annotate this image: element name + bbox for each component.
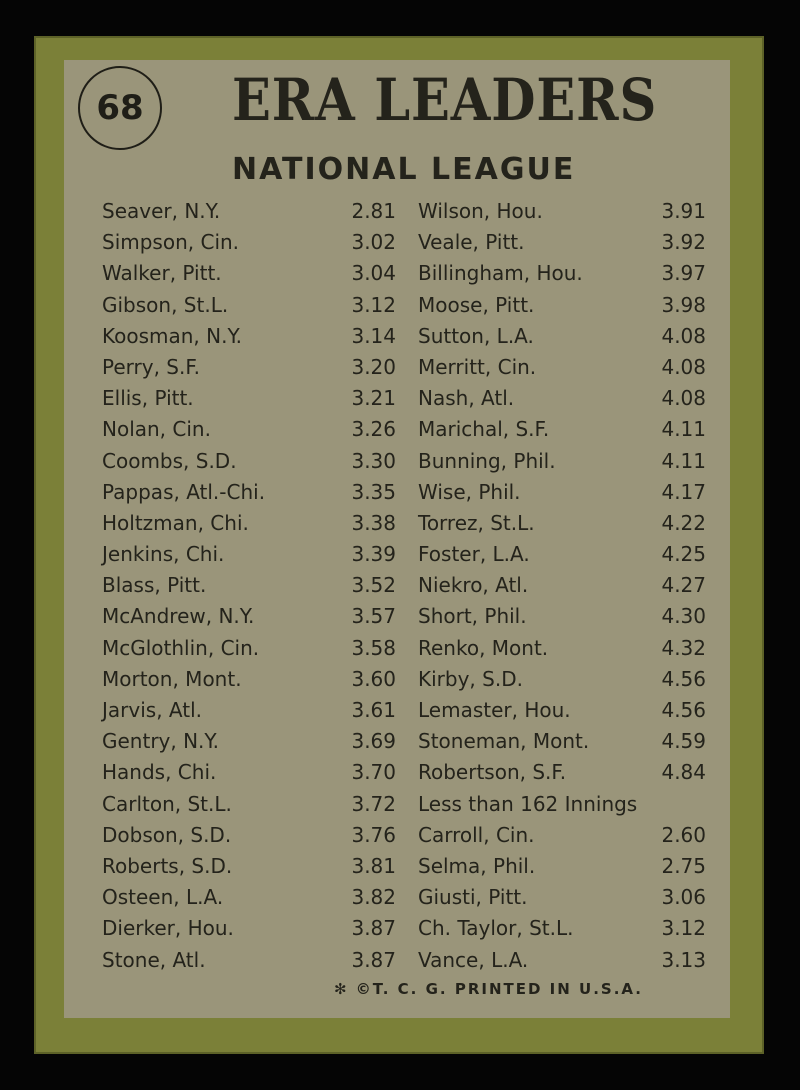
right-pitcher-era: 4.30 (661, 604, 706, 629)
left-pitcher-name: Walker, Pitt. (102, 261, 222, 286)
left-pitcher-name: Osteen, L.A. (102, 885, 224, 910)
card-title: ERA LEADERS (232, 66, 658, 134)
left-pitcher-name: Koosman, N.Y. (102, 323, 242, 348)
left-pitcher-name: Jarvis, Atl. (102, 698, 202, 722)
table-row (64, 540, 730, 571)
right-pitcher-era: 3.97 (661, 261, 706, 286)
left-pitcher-name: Holtzman, Chi. (102, 510, 249, 535)
left-pitcher-era: 3.30 (351, 448, 396, 473)
left-pitcher-name: Gentry, N.Y. (102, 729, 219, 754)
table-row (64, 478, 730, 509)
table-row (64, 602, 730, 633)
left-pitcher-era: 3.69 (351, 729, 396, 754)
left-pitcher-era: 3.39 (351, 542, 396, 567)
table-row (64, 883, 730, 914)
right-pitcher-era: 4.56 (661, 666, 706, 691)
right-pitcher-name: Nash, Atl. (418, 386, 515, 411)
table-row (64, 665, 730, 696)
table-row (64, 758, 730, 789)
right-pitcher-name: Kirby, S.D. (418, 666, 523, 691)
right-pitcher-name: Stoneman, Mont. (418, 729, 590, 754)
left-pitcher-name: Roberts, S.D. (102, 853, 233, 878)
left-pitcher-name: Dobson, S.D. (102, 822, 232, 847)
table-row (64, 852, 730, 883)
right-pitcher-era: 4.56 (661, 698, 706, 722)
left-pitcher-era: 3.70 (351, 760, 396, 785)
right-pitcher-name: Wise, Phil. (418, 479, 521, 504)
left-pitcher-era: 2.81 (351, 199, 396, 223)
right-pitcher-era: 4.11 (661, 448, 706, 473)
left-pitcher-name: Seaver, N.Y. (102, 199, 221, 223)
right-pitcher-name: Bunning, Phil. (418, 448, 556, 473)
left-pitcher-era: 3.72 (351, 791, 396, 816)
left-pitcher-name: Nolan, Cin. (102, 417, 211, 442)
left-pitcher-era: 3.58 (351, 635, 396, 660)
right-pitcher-name: Marichal, S.F. (418, 417, 550, 442)
table-row (64, 384, 730, 415)
left-pitcher-name: Morton, Mont. (102, 666, 242, 691)
right-pitcher-name: Short, Phil. (418, 604, 527, 629)
card-subtitle: NATIONAL LEAGUE (232, 152, 576, 187)
left-pitcher-era: 3.20 (351, 354, 396, 379)
left-pitcher-era: 3.26 (351, 417, 396, 442)
table-row (64, 353, 730, 384)
right-pitcher-era: 4.84 (661, 760, 706, 785)
right-pitcher-name: Carroll, Cin. (418, 822, 535, 847)
left-pitcher-name: Coombs, S.D. (102, 448, 237, 473)
table-row (64, 447, 730, 478)
left-pitcher-name: Stone, Atl. (102, 947, 206, 972)
left-pitcher-era: 3.21 (351, 386, 396, 411)
right-pitcher-name: Ch. Taylor, St.L. (418, 916, 574, 941)
left-pitcher-name: McAndrew, N.Y. (102, 604, 255, 629)
right-pitcher-era: 2.75 (661, 853, 706, 878)
left-pitcher-name: Blass, Pitt. (102, 573, 207, 598)
table-row (64, 727, 730, 758)
right-pitcher-name: Torrez, St.L. (418, 510, 535, 535)
right-pitcher-era: 4.25 (661, 542, 706, 567)
left-pitcher-name: McGlothlin, Cin. (102, 635, 260, 660)
left-pitcher-name: Dierker, Hou. (102, 916, 234, 941)
right-pitcher-era: 3.98 (661, 292, 706, 317)
card-content-panel (64, 60, 730, 1018)
right-pitcher-era: 3.06 (661, 885, 706, 910)
table-row (64, 228, 730, 259)
left-pitcher-era: 3.61 (351, 698, 396, 722)
table-row (64, 197, 730, 228)
table-row (64, 790, 730, 821)
left-pitcher-era: 3.76 (351, 822, 396, 847)
table-row (64, 914, 730, 945)
table-row (64, 259, 730, 290)
left-pitcher-era: 3.14 (351, 323, 396, 348)
table-row (64, 946, 730, 977)
left-pitcher-name: Simpson, Cin. (102, 230, 240, 255)
baseball-card-back (34, 36, 764, 1054)
left-pitcher-era: 3.04 (351, 261, 396, 286)
card-number: 68 (78, 66, 162, 150)
left-pitcher-name: Ellis, Pitt. (102, 386, 194, 411)
table-row (64, 509, 730, 540)
left-pitcher-era: 3.82 (351, 885, 396, 910)
left-pitcher-era: 3.81 (351, 853, 396, 878)
left-pitcher-era: 3.12 (351, 292, 396, 317)
right-pitcher-name: Selma, Phil. (418, 853, 536, 878)
left-pitcher-era: 3.87 (351, 916, 396, 941)
right-pitcher-name: Moose, Pitt. (418, 292, 535, 317)
right-pitcher-name: Merritt, Cin. (418, 354, 537, 379)
right-pitcher-era: 4.11 (661, 417, 706, 442)
right-pitcher-era: 4.08 (661, 323, 706, 348)
table-row (64, 291, 730, 322)
right-pitcher-name: Niekro, Atl. (418, 573, 529, 598)
left-pitcher-name: Jenkins, Chi. (102, 542, 225, 567)
left-pitcher-era: 3.60 (351, 666, 396, 691)
left-pitcher-era: 3.52 (351, 573, 396, 598)
right-pitcher-era: 2.60 (661, 822, 706, 847)
right-pitcher-name: Billingham, Hou. (418, 261, 583, 286)
right-pitcher-name: Foster, L.A. (418, 542, 530, 567)
right-pitcher-name: Veale, Pitt. (418, 230, 525, 255)
table-row (64, 821, 730, 852)
left-pitcher-era: 3.87 (351, 947, 396, 972)
right-pitcher-name: Renko, Mont. (418, 635, 549, 660)
table-row (64, 415, 730, 446)
right-pitcher-name: Robertson, S.F. (418, 760, 567, 785)
left-pitcher-name: Hands, Chi. (102, 760, 217, 785)
left-pitcher-name: Perry, S.F. (102, 354, 200, 379)
right-pitcher-era: 4.59 (661, 729, 706, 754)
left-pitcher-name: Gibson, St.L. (102, 292, 229, 317)
copyright-footer: ✻ ©T. C. G. PRINTED IN U.S.A. (334, 980, 643, 998)
right-pitcher-era: 3.92 (661, 230, 706, 255)
right-pitcher-era: 3.13 (661, 947, 706, 972)
left-pitcher-era: 3.38 (351, 510, 396, 535)
table-row (64, 571, 730, 602)
right-pitcher-name: Sutton, L.A. (418, 323, 534, 348)
left-pitcher-era: 3.02 (351, 230, 396, 255)
right-pitcher-name: Giusti, Pitt. (418, 885, 528, 910)
left-pitcher-name: Carlton, St.L. (102, 791, 232, 816)
left-pitcher-name: Pappas, Atl.-Chi. (102, 479, 266, 504)
right-pitcher-era: 3.12 (661, 916, 706, 941)
right-pitcher-era: 4.08 (661, 354, 706, 379)
right-pitcher-era: 3.91 (661, 199, 706, 223)
era-leaders-table (64, 197, 730, 977)
right-pitcher-era: 4.32 (661, 635, 706, 660)
right-pitcher-era: 4.27 (661, 573, 706, 598)
right-pitcher-era: 4.17 (661, 479, 706, 504)
left-pitcher-era: 3.35 (351, 479, 396, 504)
right-pitcher-name: Lemaster, Hou. (418, 698, 571, 722)
table-row (64, 634, 730, 665)
table-row (64, 322, 730, 353)
left-pitcher-era: 3.57 (351, 604, 396, 629)
innings-note: Less than 162 Innings (418, 791, 638, 816)
right-pitcher-era: 4.08 (661, 386, 706, 411)
right-pitcher-era: 4.22 (661, 510, 706, 535)
right-pitcher-name: Wilson, Hou. (418, 199, 543, 223)
right-pitcher-name: Vance, L.A. (418, 947, 529, 972)
table-row (64, 696, 730, 727)
